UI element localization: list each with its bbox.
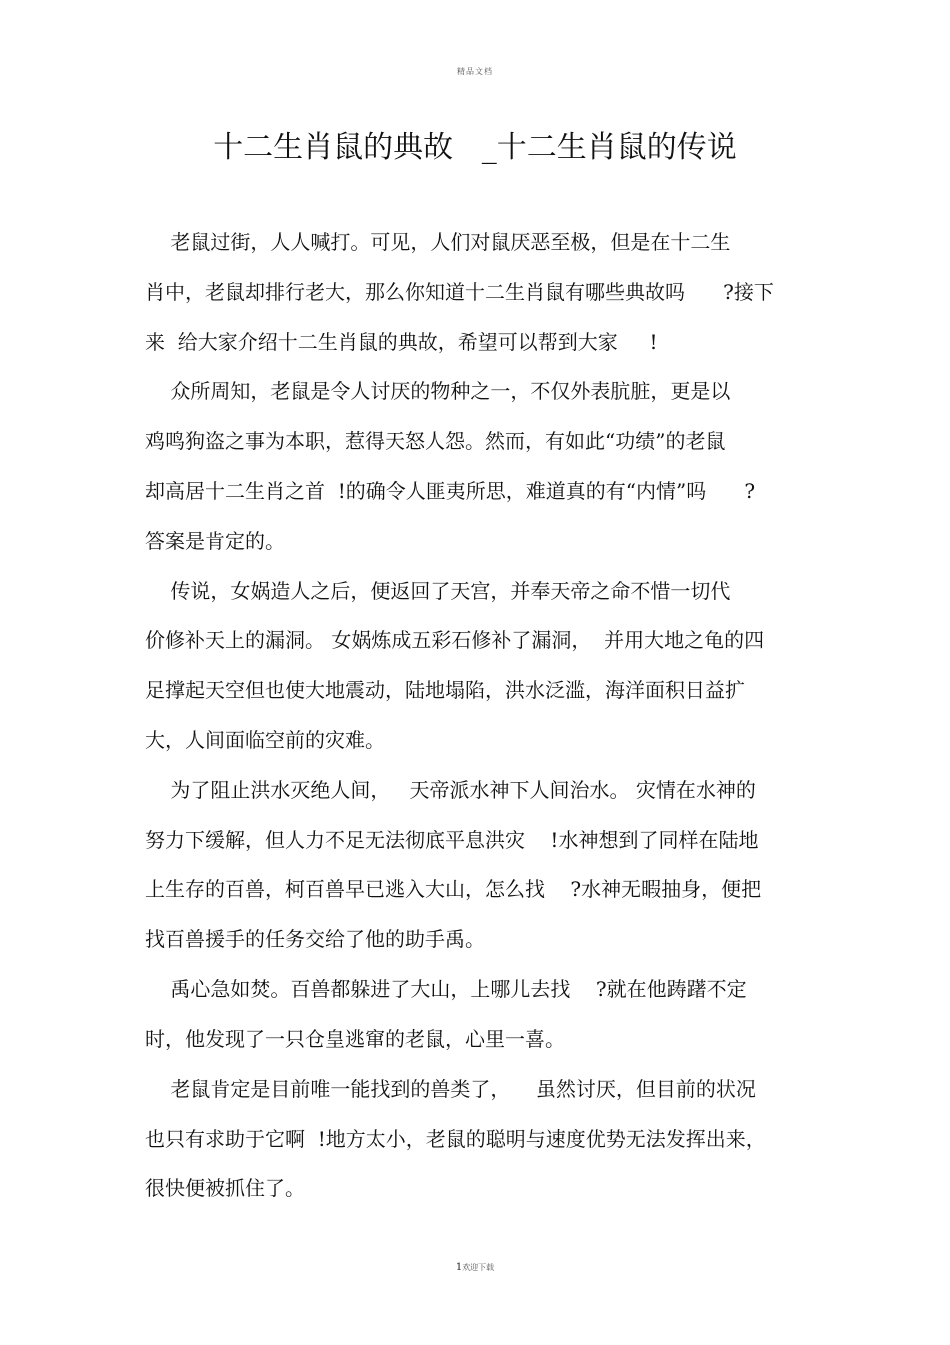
page-header: 精品文档 bbox=[457, 67, 493, 76]
text-line: 老鼠过街，人人喊打。可见，人们对鼠厌恶至极，但是在十二生 bbox=[145, 230, 731, 254]
text-line: 足撑起天空但也使大地震动，陆地塌陷，洪水泛滥，海洋面积日益扩 bbox=[145, 678, 745, 702]
text-line: 禹心急如焚。百兽都躲进了大山，上哪儿去找 ?就在他踌躇不定 bbox=[145, 977, 747, 1001]
text-line: 上生存的百兽，柯百兽早已逃入大山，怎么找 ?水神无暇抽身，便把 bbox=[145, 877, 762, 901]
text-line: 众所周知，老鼠是令人讨厌的物种之一，不仅外表肮脏，更是以 bbox=[145, 379, 731, 403]
text-line: 找百兽援手的任务交给了他的助手禹。 bbox=[145, 927, 485, 951]
page-footer bbox=[0, 1262, 950, 1273]
text-line: 大，人间面临空前的灾难。 bbox=[145, 728, 385, 752]
text-line: 努力下缓解，但人力不足无法彻底平息洪灾 !水神想到了同样在陆地 bbox=[145, 828, 759, 852]
text-line: 鸡鸣狗盗之事为本职，惹得天怒人怨。然而，有如此“功绩”的老鼠 bbox=[145, 429, 726, 453]
text-line: 肖中，老鼠却排行老大，那么你知道十二生肖鼠有哪些典故吗 ?接下 bbox=[145, 280, 774, 304]
text-line: 传说，女娲造人之后，便返回了天宫，并奉天帝之命不惜一切代 bbox=[145, 579, 731, 603]
text-line: 为了阻止洪水灭绝人间， 天帝派水神下人间治水。 灾情在水神的 bbox=[145, 778, 756, 802]
text-line: 却高居十二生肖之首 !的确令人匪夷所思，难道真的有“内情”吗 ? bbox=[145, 479, 756, 503]
page-number: 1 bbox=[455, 1262, 463, 1273]
text-line: 很快便被抓住了。 bbox=[145, 1176, 305, 1200]
text-line: 时，他发现了一只仓皇逃窜的老鼠，心里一喜。 bbox=[145, 1027, 565, 1051]
document-title: 十二生肖鼠的典故 _十二生肖鼠的传说 bbox=[213, 130, 737, 165]
text-line: 来 给大家介绍十二生肖鼠的典故，希望可以帮到大家 ! bbox=[145, 330, 658, 354]
text-line: 价修补天上的漏洞。 女娲炼成五彩石修补了漏洞， 并用大地之龟的四 bbox=[145, 628, 765, 652]
text-line: 也只有求助于它啊 !地方太小，老鼠的聪明与速度优势无法发挥出来， bbox=[145, 1127, 766, 1151]
footer-label: 欢迎下载 bbox=[462, 1263, 495, 1272]
text-line: 老鼠肯定是目前唯一能找到的兽类了， 虽然讨厌，但目前的状况 bbox=[145, 1077, 756, 1101]
text-line: 答案是肯定的。 bbox=[145, 529, 285, 553]
